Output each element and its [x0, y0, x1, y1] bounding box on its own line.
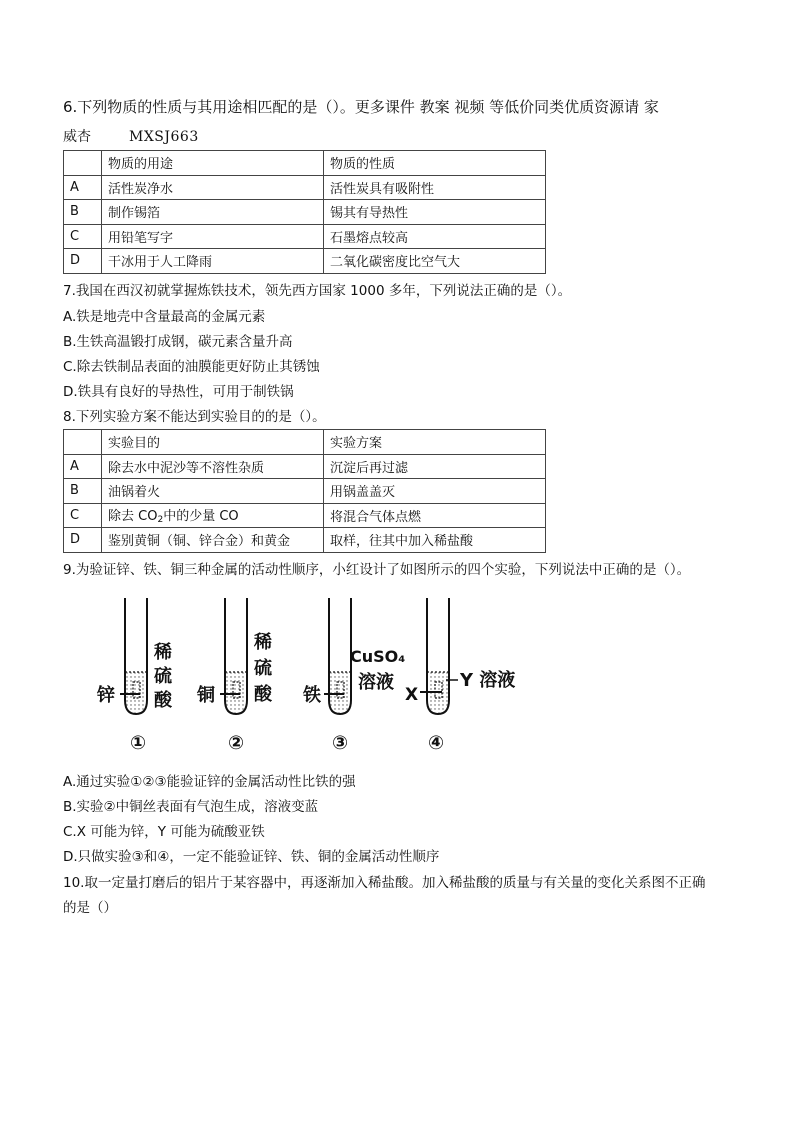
experiment-number: ①	[130, 732, 147, 754]
table-cell: 石墨熔点较高	[324, 224, 546, 249]
question-7-text: 7.我国在西汉初就掌握炼铁技术，领先西方国家 1000 多年，下列说法正确的是（）。	[63, 283, 572, 299]
option-letter: B	[64, 200, 102, 225]
test-tube-3	[302, 598, 405, 754]
table-row	[64, 249, 546, 274]
table-cell: 二氧化碳密度比空气大	[324, 249, 546, 274]
option-letter: A	[64, 175, 102, 200]
table-cell: 沉淀后再过滤	[324, 454, 546, 479]
test-tube-4	[405, 598, 515, 754]
question-7-option-b: B.生铁高温锻打成钢，碳元素含量升高	[63, 334, 293, 350]
table-header-property: 物质的性质	[324, 151, 546, 176]
test-tube-2	[196, 598, 273, 754]
question-6-text: 6.下列物质的性质与其用途相匹配的是（）。更多课件 教案 视频 等低价同类优质资源请 家	[63, 98, 659, 116]
metal-label: 铁	[303, 685, 321, 706]
test-tube-experiment-figure	[70, 588, 540, 758]
test-tube-1	[96, 598, 173, 754]
experiment-number: ④	[428, 732, 445, 754]
table-cell: 将混合气体点燃	[324, 503, 546, 528]
table-row	[64, 224, 546, 249]
option-letter: C	[64, 503, 102, 528]
table-cell: 活性炭净水	[102, 175, 324, 200]
metal-label: 铜	[197, 685, 215, 706]
table-cell: 除去 $CO_2$中的少量 CO	[102, 503, 324, 528]
table-header-row	[64, 151, 546, 176]
solution-label: 硫	[254, 658, 272, 679]
question-9-option-d: D.只做实验③和④，一定不能验证锌、铁、铜的金属活动性顺序	[63, 849, 440, 865]
question-10-text-continued: 的是（）	[63, 900, 117, 916]
table-cell: 鉴别黄铜（铜、锌合金）和黄金	[102, 528, 324, 553]
table-row	[64, 479, 546, 504]
table-header-row	[64, 430, 546, 455]
table-cell: 取样，往其中加入稀盐酸	[324, 528, 546, 553]
table-cell: 干冰用于人工降雨	[102, 249, 324, 274]
option-letter: D	[64, 528, 102, 553]
table-cell	[64, 430, 102, 455]
table-row	[64, 200, 546, 225]
table-cell	[64, 151, 102, 176]
question-8-table	[63, 429, 546, 553]
table-header-plan: 实验方案	[324, 430, 546, 455]
option-letter: A	[64, 454, 102, 479]
solution-label: 酸	[254, 684, 272, 705]
solution-label: 酸	[154, 690, 172, 711]
option-letter: D	[64, 249, 102, 274]
table-cell: 锡其有导热性	[324, 200, 546, 225]
metal-label: 锌	[97, 685, 115, 706]
question-9-text: 9.为验证锌、铁、铜三种金属的活动性顺序，小红设计了如图所示的四个实验，下列说法中正确的是（）。	[63, 562, 691, 578]
table-cell: 活性炭具有吸附性	[324, 175, 546, 200]
question-6-text-continued: 威杏 MXSJ663	[63, 129, 199, 145]
table-row	[64, 503, 546, 528]
solution-label: 稀	[254, 632, 272, 653]
question-6-table	[63, 150, 546, 274]
table-header-use: 物质的用途	[102, 151, 324, 176]
question-7-option-a: A.铁是地壳中含量最高的金属元素	[63, 309, 266, 325]
option-letter: B	[64, 479, 102, 504]
question-9-option-c: C.X 可能为锌，Y 可能为硫酸亚铁	[63, 824, 265, 840]
experiment-number: ②	[228, 732, 245, 754]
table-cell: 除去水中泥沙等不溶性杂质	[102, 454, 324, 479]
question-10-text: 10.取一定量打磨后的铝片于某容器中，再逐渐加入稀盐酸。加入稀盐酸的质量与有关量的变化关系图不正确	[63, 875, 706, 891]
question-8-text: 8.下列实验方案不能达到实验目的的是（）。	[63, 409, 326, 425]
table-row	[64, 528, 546, 553]
table-cell: 制作锡箔	[102, 200, 324, 225]
table-cell: 油锅着火	[102, 479, 324, 504]
question-9-option-a: A.通过实验①②③能验证锌的金属活动性比铁的强	[63, 774, 356, 790]
solution-label: 硫	[154, 666, 172, 687]
question-9-option-b: B.实验②中铜丝表面有气泡生成，溶液变蓝	[63, 799, 319, 815]
experiment-number: ③	[332, 732, 349, 754]
table-cell: 用铅笔写字	[102, 224, 324, 249]
option-letter: C	[64, 224, 102, 249]
table-row	[64, 175, 546, 200]
table-row	[64, 454, 546, 479]
solution-label: Y 溶液	[460, 670, 516, 691]
metal-label: X	[405, 685, 419, 705]
solution-label: 溶液	[358, 672, 394, 693]
resource-code: MXSJ663	[129, 129, 199, 145]
solution-label: CuSO₄	[350, 647, 406, 666]
table-header-purpose: 实验目的	[102, 430, 324, 455]
question-7-option-d: D.铁具有良好的导热性，可用于制铁锅	[63, 384, 294, 400]
table-cell: 用锅盖盖灭	[324, 479, 546, 504]
solution-label: 稀	[154, 642, 172, 663]
question-7-option-c: C.除去铁制品表面的油膜能更好防止其锈蚀	[63, 359, 320, 375]
